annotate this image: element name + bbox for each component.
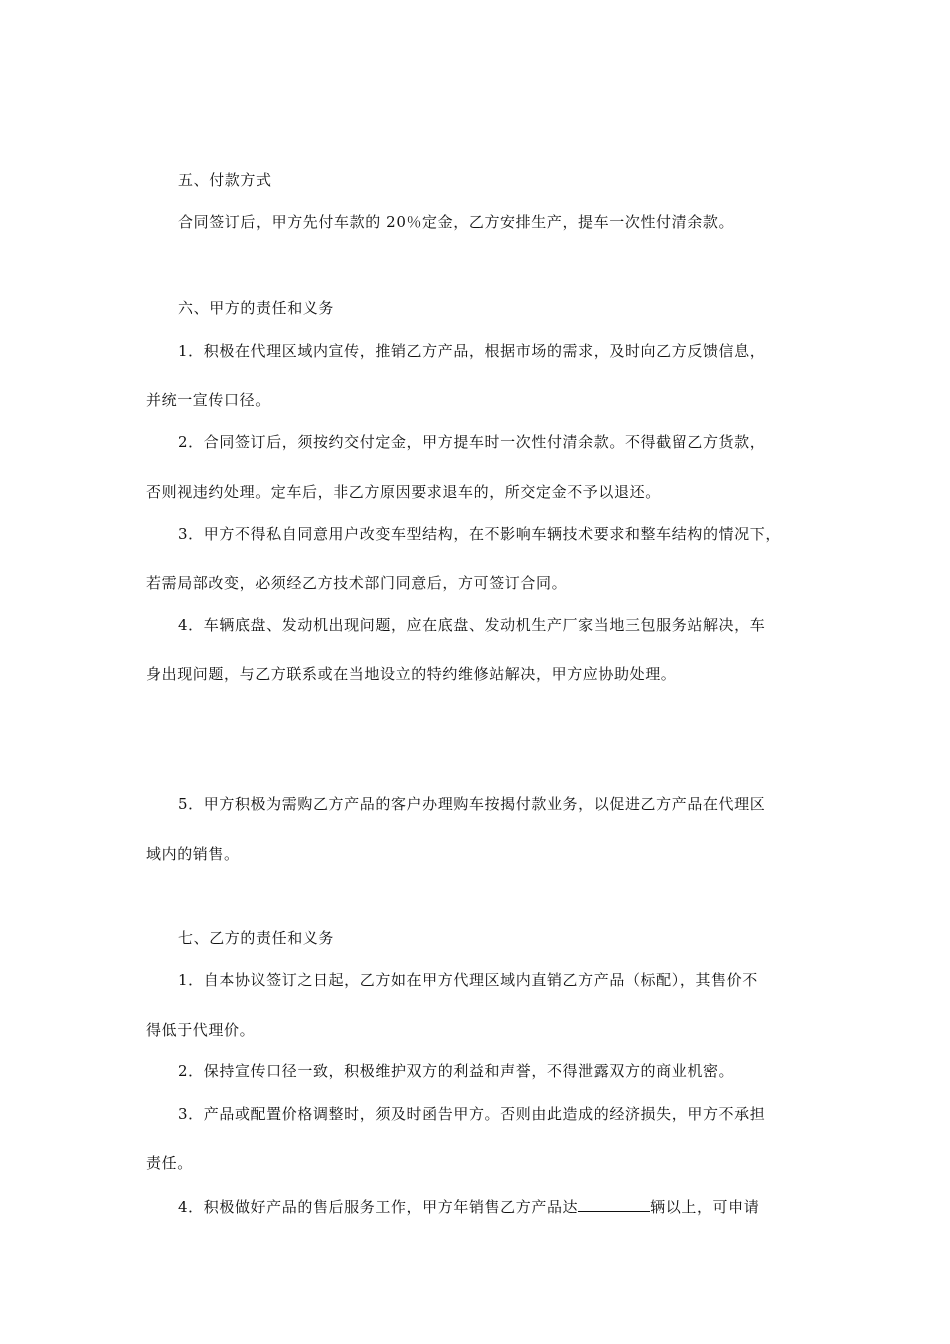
section-heading-party-a: 六、甲方的责任和义务 — [178, 299, 335, 317]
party-a-item-5-line-2: 域内的销售。 — [146, 845, 240, 863]
party-b-item-4-line-1 — [178, 1195, 826, 1217]
party-a-item-5-line-1: 5．甲方积极为需购乙方产品的客户办理购车按揭付款业务，以促进乙方产品在代理区 — [178, 795, 766, 813]
party-b-item-3-line-2: 责任。 — [146, 1154, 193, 1172]
party-b-item-3-line-1: 3．产品或配置价格调整时，须及时函告甲方。否则由此造成的经济损失，甲方不承担 — [178, 1105, 766, 1123]
party-a-item-2-line-2: 否则视违约处理。定车后，非乙方原因要求退车的，所交定金不予以退还。 — [146, 483, 661, 501]
party-a-item-4-line-2: 身出现问题，与乙方联系或在当地设立的特约维修站解决，甲方应协助处理。 — [146, 665, 677, 683]
party-b-item-4-text-before: 4．积极做好产品的售后服务工作，甲方年销售乙方产品达 — [178, 1198, 579, 1216]
party-a-item-3-line-1: 3．甲方不得私自同意用户改变车型结构，在不影响车辆技术要求和整车结构的情况下， — [178, 525, 781, 543]
section-heading-party-b: 七、乙方的责任和义务 — [178, 929, 335, 947]
party-a-item-1-line-1: 1．积极在代理区域内宣传，推销乙方产品，根据市场的需求，及时向乙方反馈信息， — [178, 342, 766, 360]
section-heading-payment: 五、付款方式 — [178, 171, 272, 189]
party-a-item-2-line-1: 2．合同签订后，须按约交付定金，甲方提车时一次性付清余款。不得截留乙方货款， — [178, 433, 766, 451]
party-b-item-2-line-1: 2．保持宣传口径一致，积极维护双方的利益和声誉，不得泄露双方的商业机密。 — [178, 1062, 735, 1080]
party-b-item-1-line-2: 得低于代理价。 — [146, 1021, 256, 1039]
paragraph-payment: 合同签订后，甲方先付车款的 20％定金，乙方安排生产，提车一次性付清余款。 — [178, 213, 735, 231]
blank-underline — [578, 1195, 650, 1212]
party-a-item-3-line-2: 若需局部改变，必须经乙方技术部门同意后，方可签订合同。 — [146, 574, 568, 592]
party-b-item-1-line-1: 1．自本协议签订之日起，乙方如在甲方代理区域内直销乙方产品（标配），其售价不 — [178, 971, 758, 989]
party-a-item-1-line-2: 并统一宣传口径。 — [146, 391, 271, 409]
party-b-item-4-text-after: 辆以上，可申请 — [650, 1198, 760, 1216]
party-a-item-4-line-1: 4．车辆底盘、发动机出现问题，应在底盘、发动机生产厂家当地三包服务站解决，车 — [178, 616, 766, 634]
